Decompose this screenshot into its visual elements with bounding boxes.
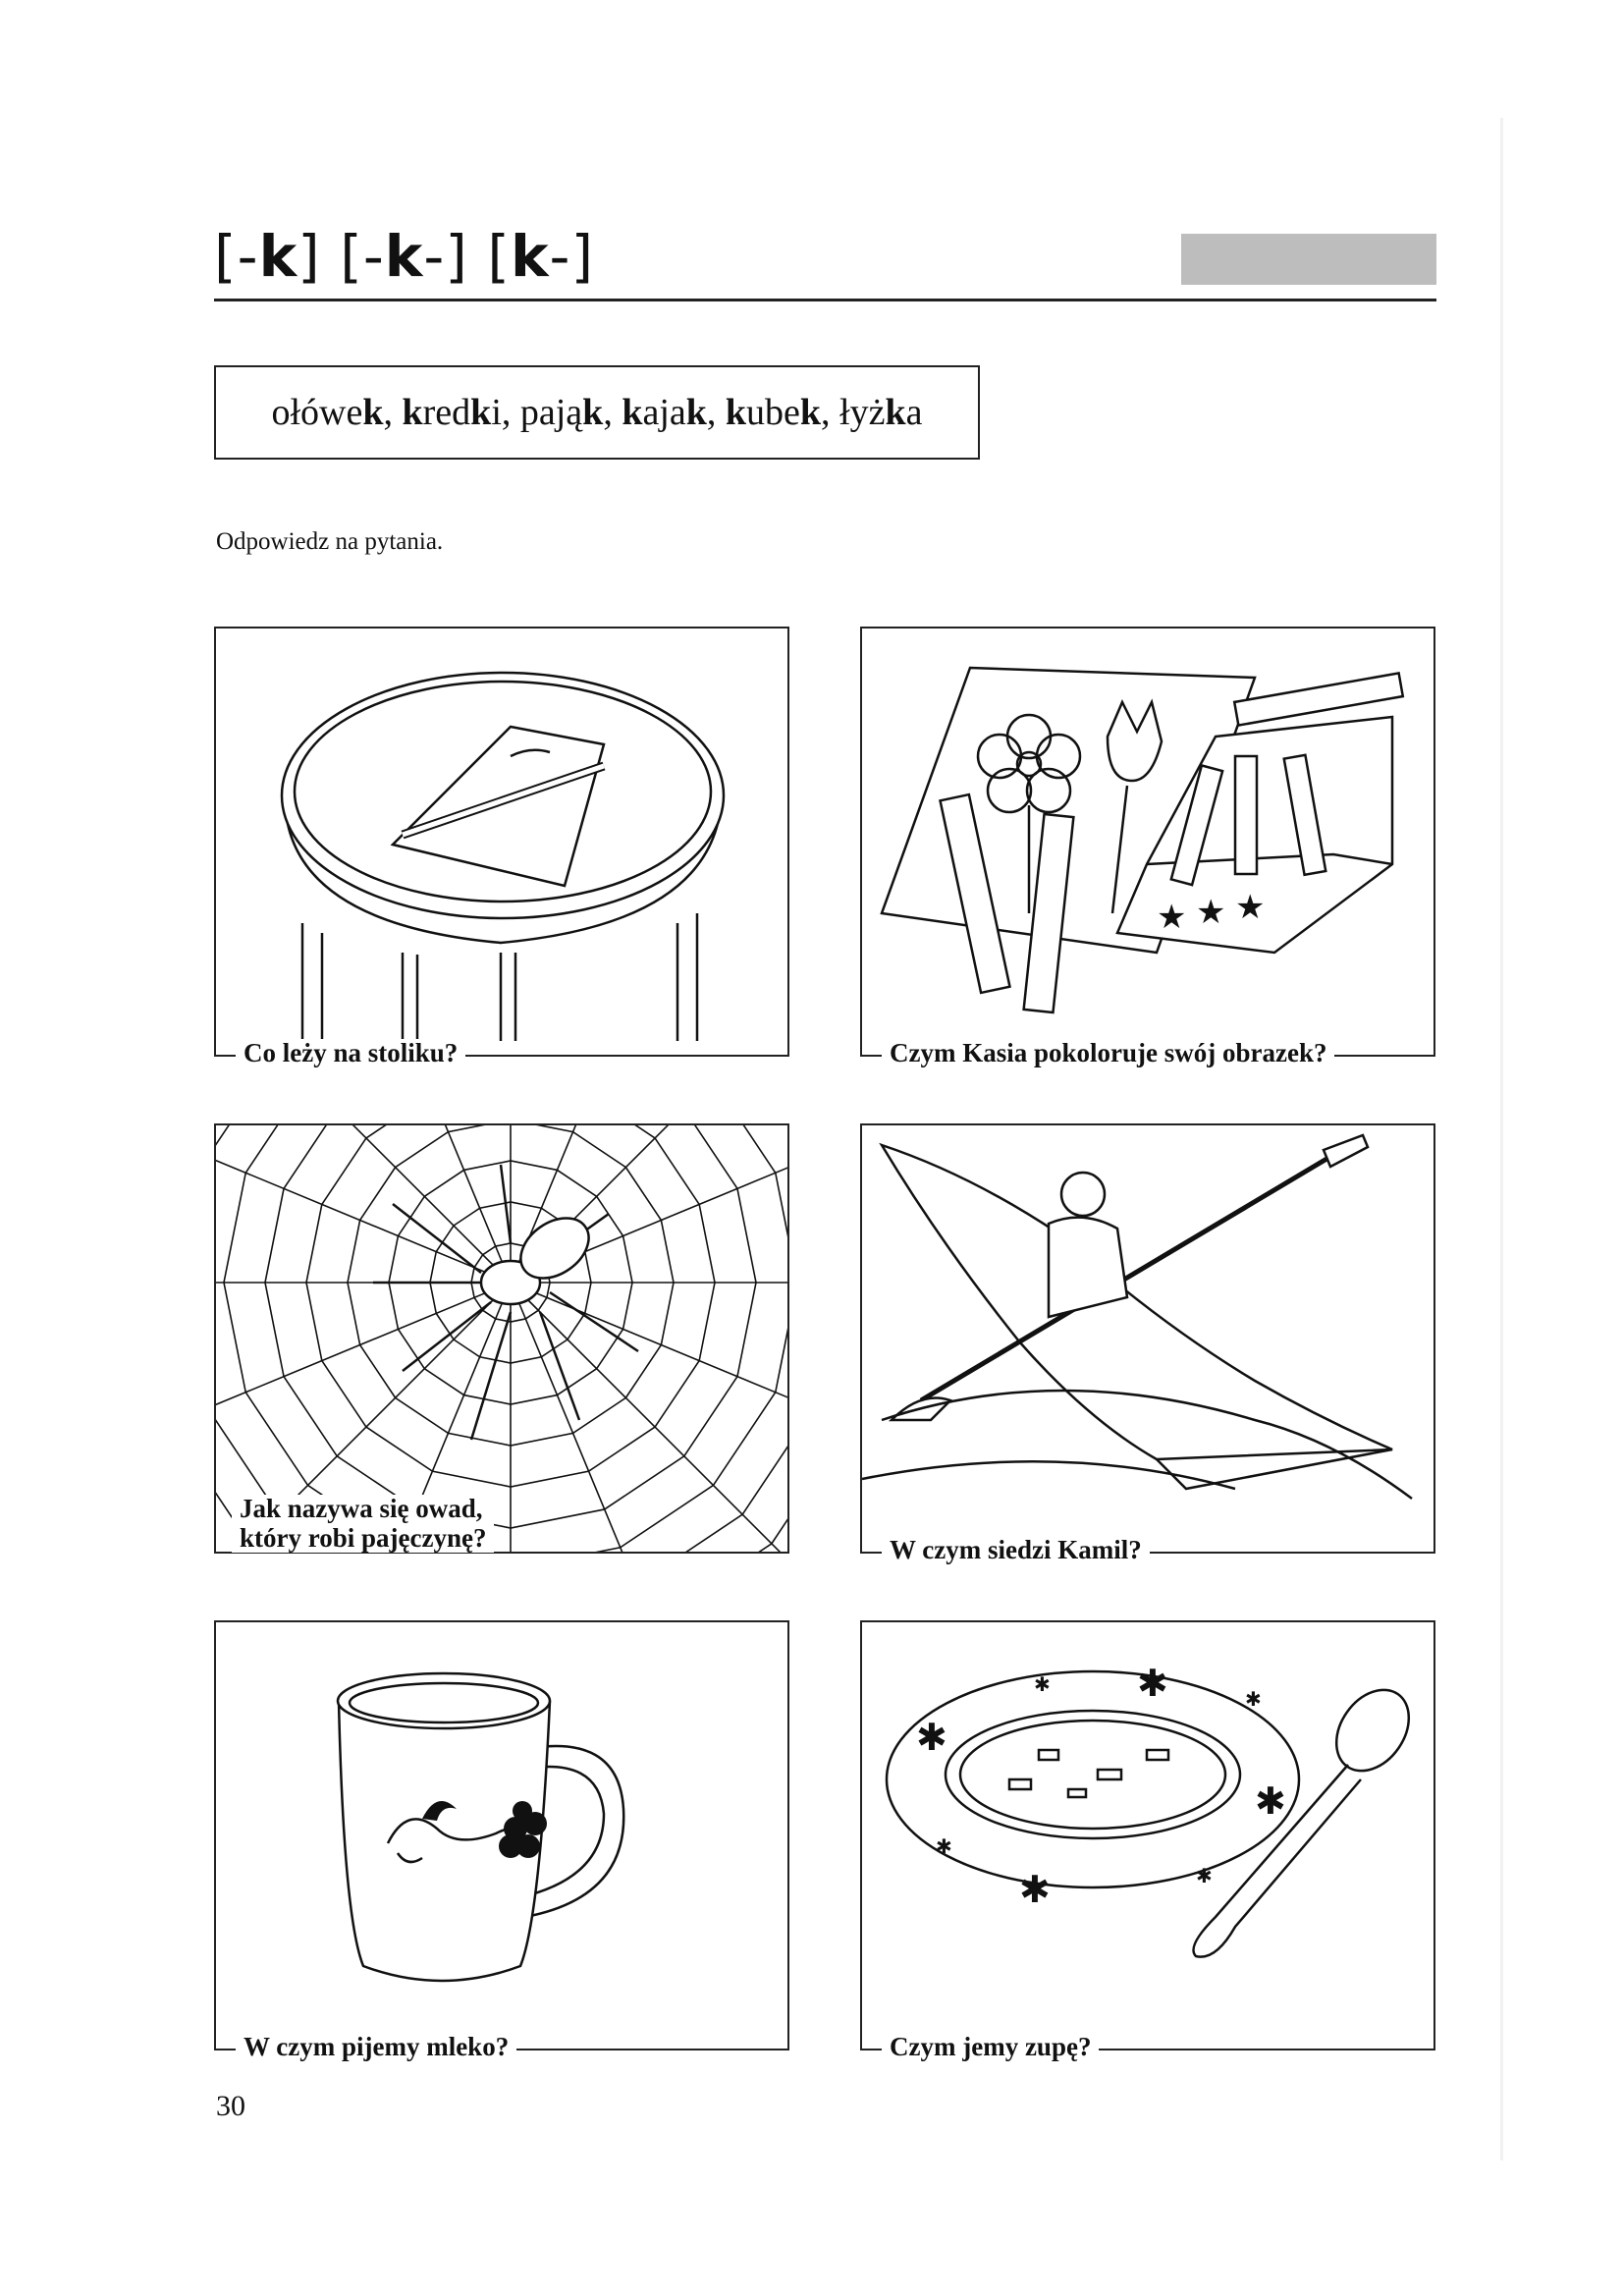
mug-illustration	[216, 1622, 789, 2050]
svg-text:✱: ✱	[1137, 1662, 1168, 1705]
svg-text:★: ★	[1235, 888, 1266, 927]
svg-text:✱: ✱	[1019, 1868, 1051, 1911]
kayak-illustration	[862, 1125, 1435, 1554]
caption-soup: Czym jemy zupę?	[882, 2033, 1099, 2062]
soup-illustration	[862, 1622, 1435, 2050]
scan-edge	[1500, 118, 1503, 2160]
panel-soup	[860, 1620, 1435, 2050]
word-list-box	[214, 365, 980, 460]
panel-kayak	[860, 1123, 1435, 1554]
panel-spider	[214, 1123, 789, 1554]
svg-text:★: ★	[1157, 898, 1187, 937]
svg-text:✱: ✱	[1196, 1864, 1213, 1887]
svg-text:★: ★	[1196, 893, 1226, 932]
word-kredki: kredki,	[402, 392, 512, 433]
caption-spider-line1: Jak nazywa się owad,	[240, 1494, 483, 1523]
word-olowek: ołówek,	[271, 392, 393, 433]
header-gray-bar	[1181, 234, 1436, 285]
table-illustration	[216, 629, 789, 1057]
page-number: 30	[216, 2090, 245, 2122]
panel-mug	[214, 1620, 789, 2050]
caption-mug: W czym pijemy mleko?	[236, 2033, 516, 2062]
svg-text:✱: ✱	[936, 1834, 952, 1858]
svg-text:✱: ✱	[1034, 1672, 1051, 1696]
page-title: [-k] [-k-] [k-]	[214, 223, 595, 290]
header-rule	[214, 299, 1436, 301]
panel-crayons	[860, 627, 1435, 1057]
instruction-text: Odpowiedz na pytania.	[216, 528, 444, 555]
caption-table: Co leży na stoliku?	[236, 1039, 465, 1068]
caption-spider-line2: który robi pajęczynę?	[240, 1522, 487, 1553]
caption-kayak: W czym siedzi Kamil?	[882, 1536, 1150, 1565]
word-pajak: pająk,	[519, 392, 613, 433]
svg-text:✱: ✱	[916, 1716, 947, 1759]
spider-web-illustration	[216, 1125, 789, 1554]
caption-crayons: Czym Kasia pokoloruje swój obrazek?	[882, 1039, 1334, 1068]
svg-text:✱: ✱	[1245, 1687, 1262, 1711]
word-kubek: kubek,	[725, 392, 831, 433]
caption-spider	[232, 1495, 494, 1553]
crayons-illustration	[862, 629, 1435, 1057]
word-lyzka: łyżka	[839, 392, 923, 433]
svg-text:✱: ✱	[1255, 1779, 1286, 1823]
word-kajak: kajak,	[622, 392, 717, 433]
panel-table	[214, 627, 789, 1057]
